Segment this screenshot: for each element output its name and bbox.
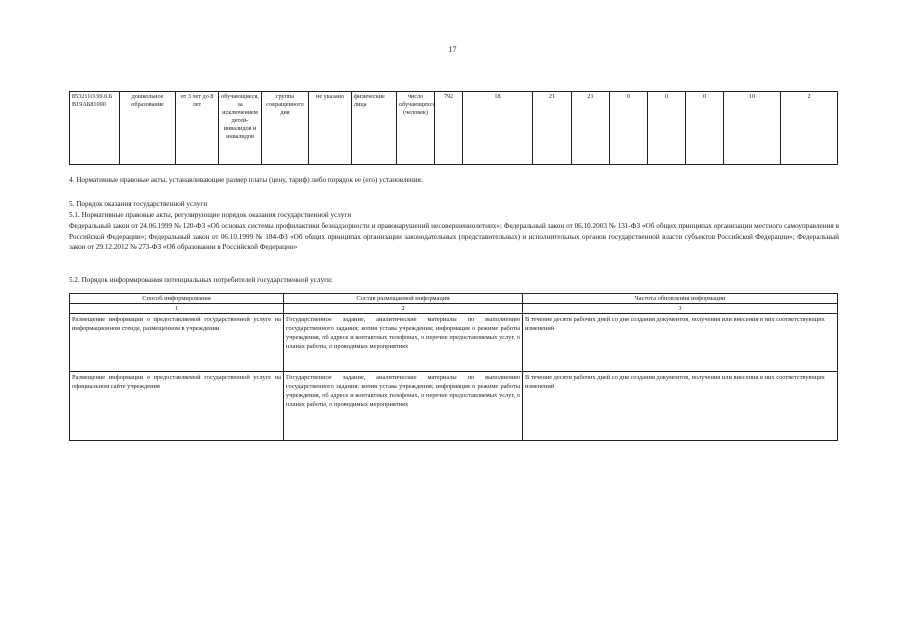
method-cell: Размещение информации о предоставляемой государственной услуге на официальном сайте учреждения xyxy=(70,372,284,441)
table-row xyxy=(70,92,838,165)
table-cell: 0 xyxy=(648,92,686,165)
table-row xyxy=(70,372,838,441)
column-header: Состав размещаемой информации xyxy=(284,294,523,304)
column-header: Способ информирования xyxy=(70,294,284,304)
content-cell: Государственное задание, аналитические материалы по выполнению государственного задания; копия устава учреждения; информация о режиме работы учреждения, об адресе и контактных телефонах, о перечне предоставляемых услуг, о планах работы, о проводимых мероприятиях xyxy=(284,314,523,372)
indicators-table-row xyxy=(69,91,838,165)
page-number: 17 xyxy=(448,45,457,54)
table-cell: физические лица xyxy=(352,92,397,165)
section-5-1-heading: 5.1. Нормативные правовые акты, регулирующие порядок оказания государственной услуги xyxy=(69,211,352,219)
column-number: 1 xyxy=(70,304,284,314)
table-cell: 2 xyxy=(781,92,838,165)
frequency-cell: В течение десяти рабочих дней со дня создания документов, получения или внесения в них соответствующих изменений xyxy=(523,314,838,372)
information-table xyxy=(69,293,838,441)
table-cell: 0 xyxy=(686,92,724,165)
column-number: 2 xyxy=(284,304,523,314)
table-header-row xyxy=(70,294,838,304)
section-4-heading: 4. Нормативные правовые акты, устанавливающие размер платы (цену, тариф) либо порядок ее (его) установления: xyxy=(69,176,423,184)
table-cell: число обучающихся (человек) xyxy=(397,92,435,165)
table-cell: дошкольное образование xyxy=(120,92,176,165)
table-cell: 792 xyxy=(435,92,463,165)
content-cell: Государственное задание, аналитические материалы по выполнению государственного задания; копия устава учреждения; информация о режиме работы учреждения, об адресе и контактных телефонах, о перечне предоставляемых услуг, о планах работы, о проводимых мероприятиях xyxy=(284,372,523,441)
section-5-2-heading: 5.2. Порядок информирования потенциальных потребителей государственной услуги: xyxy=(69,276,333,284)
table-number-row xyxy=(70,304,838,314)
registry-code-cell: 853211О.99.0.Б В19АБ81000 xyxy=(70,92,120,165)
table-row xyxy=(70,314,838,372)
frequency-cell: В течение десяти рабочих дней со дня создания документов, получения или внесения в них соответствующих изменений xyxy=(523,372,838,441)
table-cell: 18 xyxy=(463,92,533,165)
column-number: 3 xyxy=(523,304,838,314)
column-header: Частота обновления информации xyxy=(523,294,838,304)
table-cell: не указано xyxy=(309,92,352,165)
table-cell: 21 xyxy=(533,92,572,165)
table-cell: 0 xyxy=(610,92,648,165)
laws-paragraph: Федеральный закон от 24.06.1999 № 120-ФЗ «Об основах системы профилактики безнадзорности и правонарушений несовершеннолетних»; Федеральный закон от 06.10.2003 № 131-ФЗ «Об общих принципах организации местного самоуправления в Российской Федерации»; Федеральный закон от 06.10.1999 № 184-ФЗ «Об общих принципах организации законодательных (представительных) и исполнительных органов государственной власти субъектов Российской Федерации»; Федеральный закон от 29.12.2012 № 273-ФЗ «Об образовании в Российской Федерации» xyxy=(69,222,839,251)
table-cell: от 3 лет до 8 лет xyxy=(176,92,219,165)
table-cell: обучающиеся, за исключением детей-инвалидов и инвалидов xyxy=(219,92,262,165)
table-cell: группа сокращенного дня xyxy=(262,92,309,165)
table-cell: 10 xyxy=(724,92,781,165)
section-5-heading: 5. Порядок оказания государственной услуги xyxy=(69,200,208,208)
method-cell: Размещение информации о предоставляемой государственной услуге на информационном стенде, размещенном в учреждении xyxy=(70,314,284,372)
table-cell: 21 xyxy=(572,92,610,165)
